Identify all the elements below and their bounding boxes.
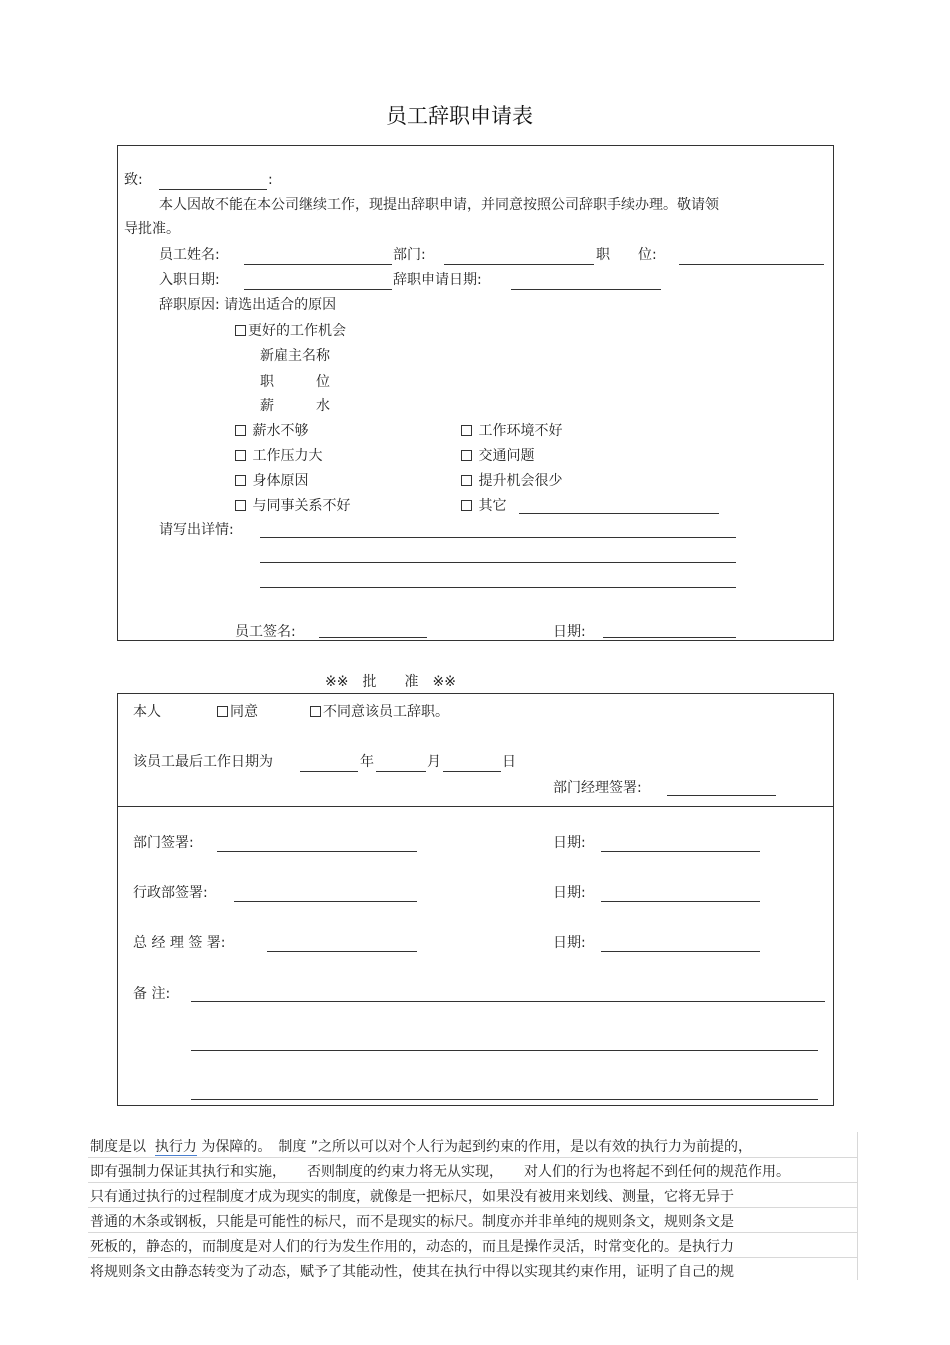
checkbox[interactable] xyxy=(217,706,228,717)
remarks-line[interactable] xyxy=(191,1050,818,1051)
new-salary-label: 薪 水 xyxy=(260,398,330,414)
dept-manager-signature-label: 部门经理签署: xyxy=(553,780,642,796)
checkbox[interactable] xyxy=(461,450,472,461)
paragraph-text: 为保障的。 制度 ”之所以可以对个人行为起到约束的作用，是以有效的执行力为前提的， xyxy=(201,1139,753,1155)
department-label: 部门: xyxy=(393,247,426,263)
employee-signature-field[interactable] xyxy=(319,637,427,638)
hire-date-field[interactable] xyxy=(244,289,392,290)
row-separator xyxy=(88,1232,858,1233)
reason-label: 工作压力大 xyxy=(252,448,323,464)
reason-option[interactable] xyxy=(461,424,562,438)
paragraph-text: 制度是以 xyxy=(90,1139,146,1155)
row-separator xyxy=(88,1207,858,1208)
reason-label: 工作环境不好 xyxy=(478,423,563,439)
paragraph-line-1 xyxy=(90,1136,752,1156)
month-label: 月 xyxy=(427,754,441,770)
department-field[interactable] xyxy=(444,264,594,265)
reason-option[interactable] xyxy=(235,449,322,463)
details-line[interactable] xyxy=(260,537,736,538)
checkbox[interactable] xyxy=(235,325,246,336)
reason-option[interactable] xyxy=(235,499,350,513)
remarks-line[interactable] xyxy=(191,1099,818,1100)
row-separator xyxy=(88,1157,858,1158)
dept-manager-signature-field[interactable] xyxy=(667,795,776,796)
position-label: 职 位: xyxy=(596,247,657,263)
checkbox[interactable] xyxy=(461,425,472,436)
admin-signature-label: 行政部签署: xyxy=(133,885,208,901)
hire-date-label: 入职日期: xyxy=(159,272,220,288)
details-line[interactable] xyxy=(260,587,736,588)
approval-divider xyxy=(117,806,834,807)
gm-signature-field[interactable] xyxy=(267,951,417,952)
remarks-label: 备 注: xyxy=(133,986,171,1002)
to-field[interactable] xyxy=(159,189,267,190)
day-field[interactable] xyxy=(443,771,501,772)
reason-label: 交通问题 xyxy=(478,448,535,464)
admin-date-field[interactable] xyxy=(601,901,760,902)
paragraph-line-5: 死板的，静态的，而制度是对人们的行为发生作用的，动态的，而且是操作灵活，时常变化的。是执行力 xyxy=(90,1239,734,1255)
to-colon: : xyxy=(268,172,273,188)
checkbox[interactable] xyxy=(310,706,321,717)
row-separator xyxy=(88,1257,858,1258)
reason-label: 提升机会很少 xyxy=(478,473,563,489)
position-field[interactable] xyxy=(679,264,824,265)
last-day-label: 该员工最后工作日期为 xyxy=(133,754,273,770)
checkbox[interactable] xyxy=(461,500,472,511)
reason-label: 其它 xyxy=(478,498,507,514)
reason-label: 身体原因 xyxy=(252,473,309,489)
dept-date-field[interactable] xyxy=(601,851,760,852)
checkbox[interactable] xyxy=(461,475,472,486)
checkbox[interactable] xyxy=(235,500,246,511)
admin-signature-field[interactable] xyxy=(234,901,417,902)
gm-date-label: 日期: xyxy=(553,935,586,951)
execution-link[interactable]: 执行力 xyxy=(154,1139,197,1155)
reason-option[interactable] xyxy=(461,449,534,463)
employee-signature-label: 员工签名: xyxy=(235,624,296,640)
resign-date-field[interactable] xyxy=(511,289,661,290)
dept-signature-label: 部门签署: xyxy=(133,835,194,851)
day-label: 日 xyxy=(502,754,516,770)
statement-line-1: 本人因故不能在本公司继续工作，现提出辞职申请，并同意按照公司辞职手续办理。敬请领 xyxy=(159,197,719,213)
better-opportunity-label: 更好的工作机会 xyxy=(248,323,346,339)
month-field[interactable] xyxy=(376,771,426,772)
reason-option[interactable] xyxy=(235,474,308,488)
paragraph-line-6: 将规则条文由静态转变为了动态，赋予了其能动性，使其在执行中得以实现其约束作用，证明了自己的规 xyxy=(90,1264,734,1280)
employee-name-field[interactable] xyxy=(244,264,392,265)
resign-date-label: 辞职申请日期: xyxy=(393,272,482,288)
details-label: 请写出详情: xyxy=(159,522,234,538)
new-employer-label: 新雇主名称 xyxy=(260,348,330,364)
gm-date-field[interactable] xyxy=(601,951,760,952)
agree-label: 同意 xyxy=(230,704,258,720)
reason-option[interactable] xyxy=(461,474,562,488)
statement-line-2: 导批准。 xyxy=(124,221,180,237)
new-position-label: 职 位 xyxy=(260,374,330,390)
to-label: 致: xyxy=(124,172,143,188)
page-title: 员工辞职申请表 xyxy=(386,104,533,128)
paragraph-line-4: 普通的木条或钢板，只能是可能性的标尺，而不是现实的标尺。制度亦并非单纯的规则条文，规则条文是 xyxy=(90,1214,734,1230)
checkbox[interactable] xyxy=(235,450,246,461)
approval-header: ※※ 批 准 ※※ xyxy=(325,674,456,690)
reason-label: 薪水不够 xyxy=(252,423,309,439)
signature-date-field[interactable] xyxy=(603,637,736,638)
better-opportunity-option[interactable] xyxy=(235,324,346,338)
employee-name-label: 员工姓名: xyxy=(159,247,220,263)
paragraph-line-3: 只有通过执行的过程制度才成为现实的制度，就像是一把标尺，如果没有被用来划线、测量，它将无异于 xyxy=(90,1189,734,1205)
other-reason-field[interactable] xyxy=(519,513,719,514)
reason-option[interactable] xyxy=(461,499,506,513)
self-label: 本人 xyxy=(133,704,161,720)
checkbox[interactable] xyxy=(235,475,246,486)
year-label: 年 xyxy=(360,754,374,770)
reason-label: 辞职原因: 请选出适合的原因 xyxy=(159,297,337,313)
details-line[interactable] xyxy=(260,562,736,563)
gm-signature-label: 总 经 理 签 署: xyxy=(133,935,226,951)
column-edge xyxy=(857,1132,858,1280)
dept-date-label: 日期: xyxy=(553,835,586,851)
checkbox[interactable] xyxy=(235,425,246,436)
reason-label: 与同事关系不好 xyxy=(252,498,351,514)
disagree-label: 不同意该员工辞职。 xyxy=(323,704,449,720)
year-field[interactable] xyxy=(300,771,358,772)
row-separator xyxy=(88,1182,858,1183)
application-section xyxy=(117,145,834,641)
dept-signature-field[interactable] xyxy=(217,851,417,852)
paragraph-line-2: 即有强制力保证其执行和实施， 否则制度的约束力将无从实现， 对人们的行为也将起不到任何的规范作用。 xyxy=(90,1164,790,1180)
remarks-line[interactable] xyxy=(191,1001,825,1002)
agree-option[interactable] xyxy=(217,705,258,719)
disagree-option[interactable] xyxy=(310,705,449,719)
signature-date-label: 日期: xyxy=(553,624,586,640)
reason-option[interactable] xyxy=(235,424,308,438)
admin-date-label: 日期: xyxy=(553,885,586,901)
